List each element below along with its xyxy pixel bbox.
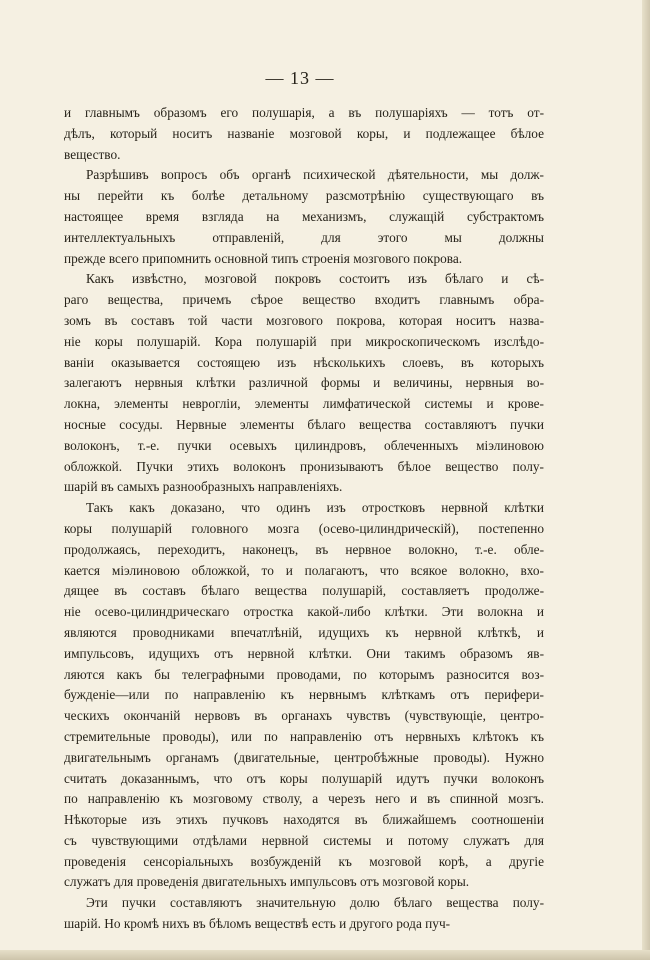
paragraph — [64, 498, 544, 893]
page-number: — 13 — — [265, 68, 335, 88]
paragraph — [64, 893, 544, 935]
text-line: ваніи оказывается состоящею изъ нѣсколькихъ слоевъ, въ которыхъ — [64, 354, 544, 370]
text-line: ны перейти къ болѣе детальному разсмотрѣнію существующаго въ — [64, 188, 544, 204]
text-line: считать доказаннымъ, что отъ коры полушарій идутъ пучки волоконъ — [64, 770, 544, 786]
text-line: ніе осево-цилиндрическаго отростка какой-либо клѣтки. Эти волокна и — [64, 604, 544, 620]
text-line: импульсовъ, идущихъ отъ нервной клѣтки. Они такимъ образомъ яв- — [64, 645, 544, 661]
text-line: двигательнымъ органамъ (двигательные, центробѣжные проводы). Нужно — [64, 749, 544, 765]
text-line: настоящее время взгляда на механизмъ, служащій субстрактомъ — [64, 208, 544, 224]
text-line: дѣлъ, который носитъ названіе мозговой коры, и подлежащее бѣлое — [64, 125, 544, 141]
text-line: шарій въ самыхъ разнообразныхъ направленіяхъ. — [64, 479, 343, 495]
text-line: съ чувствующими отдѣлами нервной системы и потому служатъ для — [64, 832, 544, 848]
text-line: являются проводниками впечатлѣній, идущихъ къ нервной клѣткѣ, и — [64, 624, 544, 640]
text-line: шарій. Но кромѣ нихъ въ бѣломъ веществѣ есть и другого рода пуч- — [64, 916, 451, 932]
text-line: локна, элементы невроглiи, элементы лимфатической системы и крове- — [64, 396, 544, 412]
text-line: Эти пучки составляютъ значительную долю бѣлаго вещества полу- — [86, 895, 544, 911]
text-line: Такъ какъ доказано, что одинъ изъ отростковъ нервной клѣтки — [86, 500, 544, 516]
text-line: ніе коры полушарій. Кора полушарій при микроскопическомъ изслѣдо- — [64, 333, 544, 349]
text-line: зомъ въ составъ той части мозгового покрова, которая носитъ назва- — [64, 312, 544, 328]
text-line: волоконъ, т.-е. пучки осевыхъ цилиндровъ, облеченныхъ міэлиновою — [64, 437, 544, 453]
paragraph — [64, 103, 544, 165]
body-text — [64, 103, 544, 935]
text-line: Нѣкоторые изъ этихъ пучковъ находятся въ ближайшемъ соотношеніи — [64, 812, 544, 828]
paragraph — [64, 269, 544, 498]
text-line: и главнымъ образомъ его полушарія, а въ полушаріяхъ — тотъ от- — [64, 105, 544, 120]
text-line: ляются какъ бы телеграфными проводами, по которымъ разносится воз- — [64, 666, 544, 682]
text-line: обложкой. Пучки этихъ волоконъ пронизываютъ бѣлое вещество полу- — [64, 458, 544, 474]
text-line: проведенія сенсоріальныхъ возбужденій къ мозговой корѣ, а другіе — [64, 853, 544, 869]
page-edge-right — [642, 0, 650, 960]
text-line: дящее въ составъ бѣлаго вещества полушарій, составляетъ продолже- — [64, 583, 544, 599]
text-line: вещество. — [64, 146, 121, 162]
text-line: интеллектуальныхъ отправленій, для этого мы должны — [64, 229, 544, 245]
paragraph — [64, 165, 544, 269]
text-line: стремительные проводы), или по направленію отъ нервныхъ клѣтокъ къ — [64, 728, 544, 744]
text-line: раго вещества, причемъ сѣрое вещество входитъ главнымъ обра- — [64, 292, 544, 308]
text-line: по направленію къ мозговому стволу, а черезъ него и въ спинной мозгъ. — [64, 791, 544, 807]
page-edge-bottom — [0, 950, 650, 960]
text-line: Какъ извѣстно, мозговой покровъ состоитъ изъ бѣлаго и сѣ- — [86, 271, 544, 287]
text-line: продолжаясь, переходитъ, наконецъ, въ нервное волокно, т.-е. обле- — [64, 541, 544, 557]
text-line: служатъ для проведенія двигательныхъ импульсовъ отъ мозговой коры. — [64, 874, 470, 890]
text-line: Разрѣшивъ вопросъ объ органѣ психической дѣятельности, мы долж- — [86, 167, 544, 183]
text-line: коры полушарій головного мозга (осево-цилиндрическій), постепенно — [64, 520, 544, 536]
text-line: ческихъ окончаній нервовъ въ органахъ чувствъ (чувствующіе, центро- — [64, 708, 544, 724]
text-line: бужденіе—или по направленію къ нервнымъ клѣткамъ отъ перифери- — [64, 687, 544, 703]
text-line: залегаютъ нервныя клѣтки различной формы и величины, нервныя во- — [64, 375, 544, 391]
text-line: кается міэлиновою обложкой, то и полагаютъ, что всякое волокно, вхо- — [64, 562, 544, 578]
text-line: носные сосуды. Нервные элементы бѣлаго вещества составляютъ пучки — [64, 416, 544, 432]
text-line: прежде всего припомнить основной типъ строенія мозгового покрова. — [64, 250, 463, 266]
